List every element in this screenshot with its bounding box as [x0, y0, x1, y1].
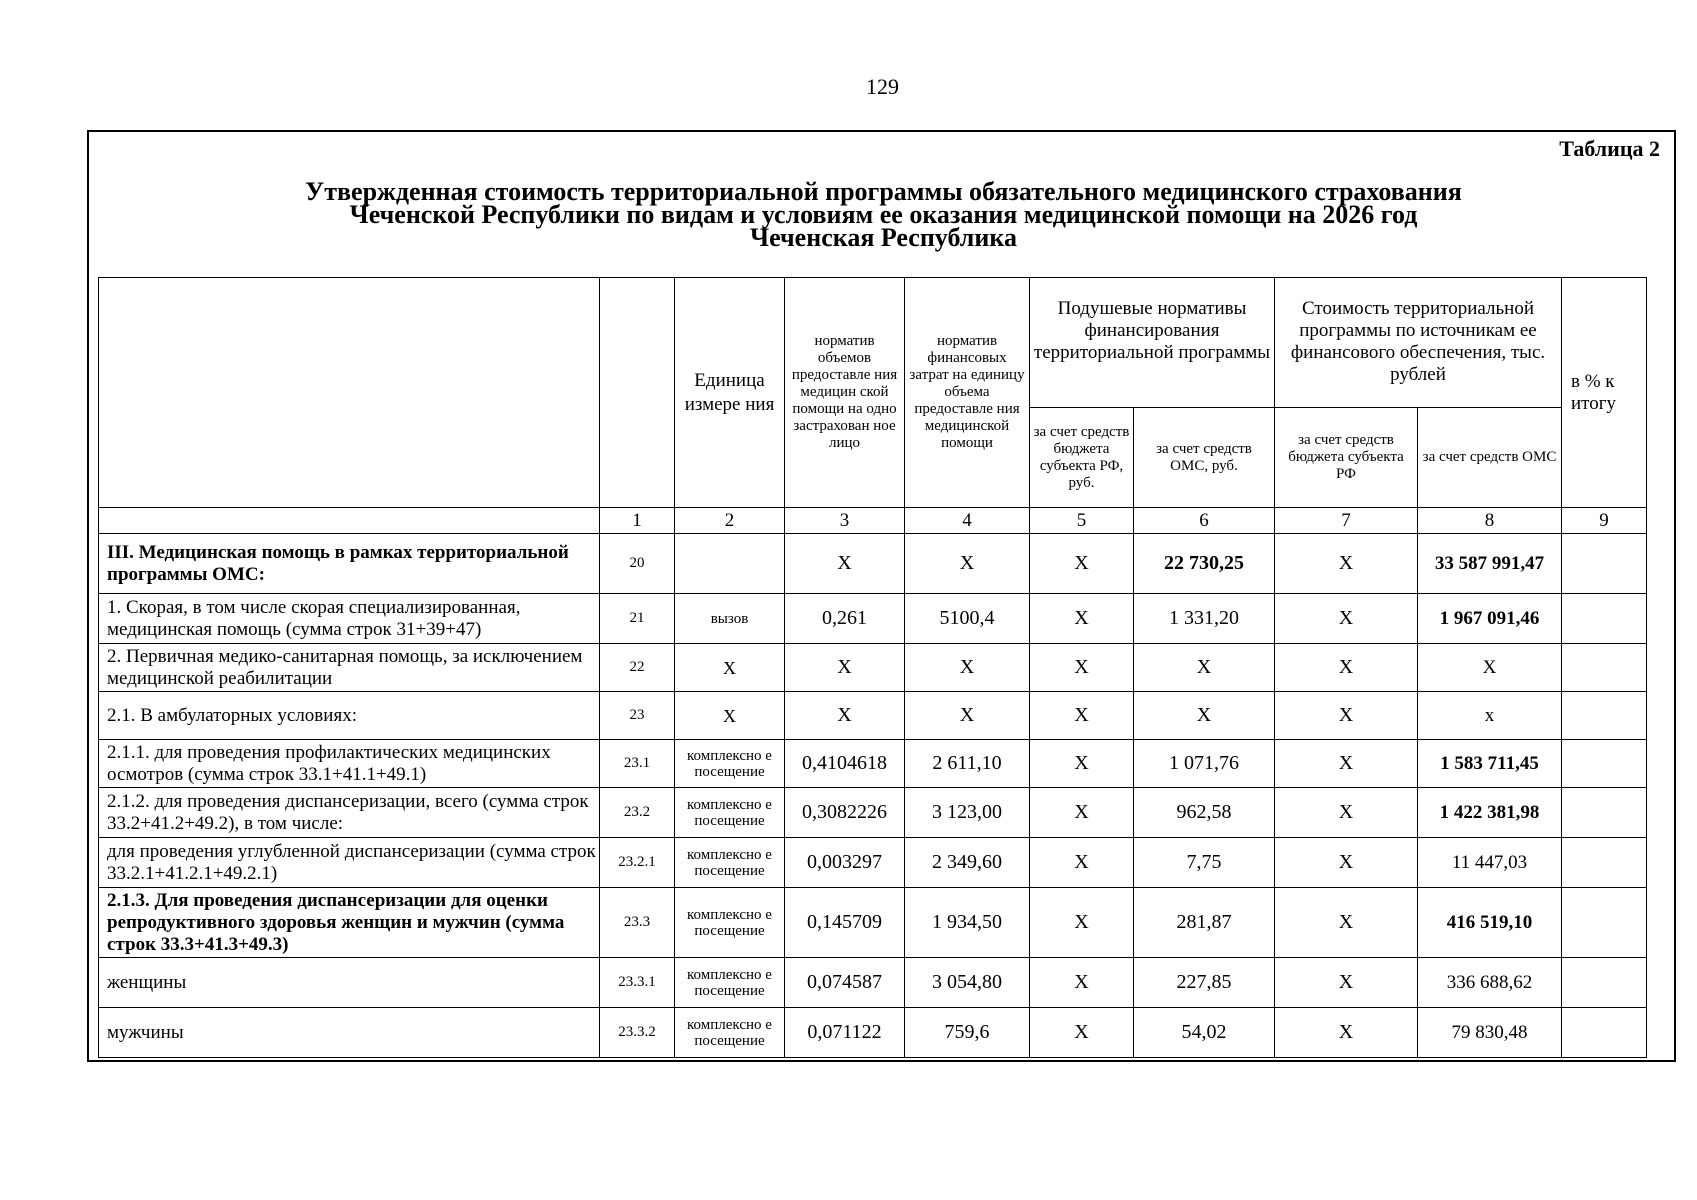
table-caption: Таблица 2 — [1559, 136, 1660, 161]
column-number: 6 — [1134, 508, 1275, 534]
row-per-capita-budget: X — [1030, 838, 1134, 888]
table-row — [99, 1008, 1647, 1058]
table-row — [99, 692, 1647, 740]
row-cost-budget: X — [1275, 740, 1418, 788]
row-name: 2.1. В амбулаторных условиях: — [99, 692, 600, 740]
header-per-capita-oms: за счет средств ОМС, руб. — [1134, 408, 1275, 508]
row-cost-norm: 2 611,10 — [905, 740, 1030, 788]
row-cost-norm: X — [905, 534, 1030, 594]
row-cost-norm: 1 934,50 — [905, 888, 1030, 958]
cost-table — [98, 277, 1647, 1058]
row-volume-norm: 0,145709 — [785, 888, 905, 958]
row-per-capita-budget: X — [1030, 740, 1134, 788]
row-cost-norm: 2 349,60 — [905, 838, 1030, 888]
page-number: 129 — [866, 74, 899, 99]
row-cost-oms: 336 688,62 — [1418, 958, 1562, 1008]
row-volume-norm: X — [785, 644, 905, 692]
title-line-3: Чеченская Республика — [750, 223, 1017, 252]
row-name: женщины — [99, 958, 600, 1008]
row-per-capita-budget: X — [1030, 534, 1134, 594]
row-per-capita-budget: X — [1030, 594, 1134, 644]
table-row — [99, 534, 1647, 594]
header-unit: Единица измере ния — [675, 278, 785, 508]
row-cost-norm: 3 054,80 — [905, 958, 1030, 1008]
row-cost-budget: X — [1275, 888, 1418, 958]
row-per-capita-budget: X — [1030, 888, 1134, 958]
row-volume-norm: X — [785, 692, 905, 740]
row-name: для проведения углубленной диспансеризации (сумма строк 33.2.1+41.2.1+49.2.1) — [99, 838, 600, 888]
title-line-2: Чеченской Республики по видам и условиям ее оказания медицинской помощи на 2026 год — [349, 200, 1418, 229]
row-code: 23.2.1 — [600, 838, 675, 888]
row-cost-budget: X — [1275, 644, 1418, 692]
row-cost-oms: 11 447,03 — [1418, 838, 1562, 888]
column-number: 8 — [1418, 508, 1562, 534]
row-code: 23.1 — [600, 740, 675, 788]
row-per-capita-budget: X — [1030, 644, 1134, 692]
row-cost-budget: X — [1275, 838, 1418, 888]
column-number: 5 — [1030, 508, 1134, 534]
header-per-capita-group: Подушевые нормативы финансирования территориальной программы — [1030, 278, 1275, 408]
row-cost-budget: X — [1275, 958, 1418, 1008]
table-row — [99, 740, 1647, 788]
row-per-capita-budget: X — [1030, 1008, 1134, 1058]
row-code: 22 — [600, 644, 675, 692]
row-unit: комплексно е посещение — [675, 788, 785, 838]
row-name: 2.1.1. для проведения профилактических медицинских осмотров (сумма строк 33.1+41.1+49.1) — [99, 740, 600, 788]
row-cost-budget: X — [1275, 1008, 1418, 1058]
row-percent — [1562, 958, 1647, 1008]
row-volume-norm: 0,261 — [785, 594, 905, 644]
column-number: 3 — [785, 508, 905, 534]
row-unit: комплексно е посещение — [675, 1008, 785, 1058]
column-number-blank — [99, 508, 600, 534]
row-cost-oms: X — [1418, 644, 1562, 692]
row-percent — [1562, 838, 1647, 888]
row-name: III. Медицинская помощь в рамках территориальной программы ОМС: — [99, 534, 600, 594]
row-percent — [1562, 888, 1647, 958]
table-row — [99, 838, 1647, 888]
row-cost-oms: 33 587 991,47 — [1418, 534, 1562, 594]
column-number: 7 — [1275, 508, 1418, 534]
row-cost-budget: X — [1275, 534, 1418, 594]
column-number-row — [99, 508, 1647, 534]
row-cost-budget: X — [1275, 594, 1418, 644]
row-unit: комплексно е посещение — [675, 838, 785, 888]
row-per-capita-oms: 962,58 — [1134, 788, 1275, 838]
row-volume-norm: 0,071122 — [785, 1008, 905, 1058]
title-line-1: Утвержденная стоимость территориальной программы обязательного медицинского страхования — [305, 177, 1462, 206]
row-per-capita-oms: 281,87 — [1134, 888, 1275, 958]
row-unit: X — [675, 644, 785, 692]
row-percent — [1562, 692, 1647, 740]
row-per-capita-oms: 22 730,25 — [1134, 534, 1275, 594]
row-unit: комплексно е посещение — [675, 958, 785, 1008]
row-volume-norm: 0,003297 — [785, 838, 905, 888]
row-volume-norm: 0,4104618 — [785, 740, 905, 788]
header-code-cell — [600, 278, 675, 508]
row-per-capita-budget: X — [1030, 692, 1134, 740]
row-cost-budget: X — [1275, 788, 1418, 838]
row-per-capita-budget: X — [1030, 958, 1134, 1008]
row-unit: X — [675, 692, 785, 740]
header-cost-group: Стоимость территориальной программы по источникам ее финансового обеспечения, тыс. рублей — [1275, 278, 1562, 408]
header-name-cell — [99, 278, 600, 508]
row-code: 23.3.2 — [600, 1008, 675, 1058]
table-row — [99, 594, 1647, 644]
column-number: 2 — [675, 508, 785, 534]
row-cost-norm: X — [905, 644, 1030, 692]
row-volume-norm: X — [785, 534, 905, 594]
row-cost-oms: x — [1418, 692, 1562, 740]
column-number: 4 — [905, 508, 1030, 534]
table-row — [99, 788, 1647, 838]
row-cost-norm: X — [905, 692, 1030, 740]
row-cost-oms: 79 830,48 — [1418, 1008, 1562, 1058]
row-percent — [1562, 740, 1647, 788]
table-row — [99, 958, 1647, 1008]
row-cost-norm: 5100,4 — [905, 594, 1030, 644]
row-percent — [1562, 594, 1647, 644]
row-percent — [1562, 1008, 1647, 1058]
row-name: 2.1.3. Для проведения диспансеризации для оценки репродуктивного здоровья женщин и мужчин (сумма строк 33.3+41.3+49.3) — [99, 888, 600, 958]
row-unit: вызов — [675, 594, 785, 644]
row-percent — [1562, 644, 1647, 692]
row-cost-oms: 1 583 711,45 — [1418, 740, 1562, 788]
row-code: 23.2 — [600, 788, 675, 838]
row-unit: комплексно е посещение — [675, 740, 785, 788]
row-cost-norm: 759,6 — [905, 1008, 1030, 1058]
row-volume-norm: 0,3082226 — [785, 788, 905, 838]
row-percent — [1562, 534, 1647, 594]
row-code: 20 — [600, 534, 675, 594]
row-volume-norm: 0,074587 — [785, 958, 905, 1008]
column-number: 9 — [1562, 508, 1647, 534]
header-cost-oms: за счет средств ОМС — [1418, 408, 1562, 508]
row-per-capita-oms: 1 331,20 — [1134, 594, 1275, 644]
table-row — [99, 888, 1647, 958]
row-name: мужчины — [99, 1008, 600, 1058]
header-cost-norm: норматив финансовых затрат на единицу объема предоставле ния медицинской помощи — [905, 278, 1030, 508]
row-per-capita-oms: 1 071,76 — [1134, 740, 1275, 788]
row-percent — [1562, 788, 1647, 838]
document-title — [89, 177, 1678, 252]
row-per-capita-oms: 227,85 — [1134, 958, 1275, 1008]
row-name: 1. Скорая, в том числе скорая специализированная, медицинская помощь (сумма строк 31+39+47) — [99, 594, 600, 644]
row-per-capita-oms: 7,75 — [1134, 838, 1275, 888]
header-per-capita-budget: за счет средств бюджета субъекта РФ, руб. — [1030, 408, 1134, 508]
row-cost-budget: X — [1275, 692, 1418, 740]
row-unit: комплексно е посещение — [675, 888, 785, 958]
table-row — [99, 644, 1647, 692]
row-cost-oms: 1 967 091,46 — [1418, 594, 1562, 644]
row-code: 21 — [600, 594, 675, 644]
column-number: 1 — [600, 508, 675, 534]
row-name: 2. Первичная медико-санитарная помощь, за исключением медицинской реабилитации — [99, 644, 600, 692]
row-code: 23 — [600, 692, 675, 740]
row-cost-oms: 416 519,10 — [1418, 888, 1562, 958]
row-code: 23.3 — [600, 888, 675, 958]
header-volume-norm: норматив объемов предоставле ния медицин ской помощи на одно застрахован ное лицо — [785, 278, 905, 508]
row-cost-norm: 3 123,00 — [905, 788, 1030, 838]
header-cost-budget: за счет средств бюджета субъекта РФ — [1275, 408, 1418, 508]
row-per-capita-oms: 54,02 — [1134, 1008, 1275, 1058]
row-code: 23.3.1 — [600, 958, 675, 1008]
header-percent: в % к итогу — [1562, 278, 1647, 508]
row-per-capita-oms: X — [1134, 644, 1275, 692]
row-per-capita-oms: X — [1134, 692, 1275, 740]
row-per-capita-budget: X — [1030, 788, 1134, 838]
row-cost-oms: 1 422 381,98 — [1418, 788, 1562, 838]
row-name: 2.1.2. для проведения диспансеризации, всего (сумма строк 33.2+41.2+49.2), в том числе: — [99, 788, 600, 838]
header-row-top — [99, 278, 1647, 408]
row-unit — [675, 534, 785, 594]
table-frame — [87, 130, 1676, 1062]
